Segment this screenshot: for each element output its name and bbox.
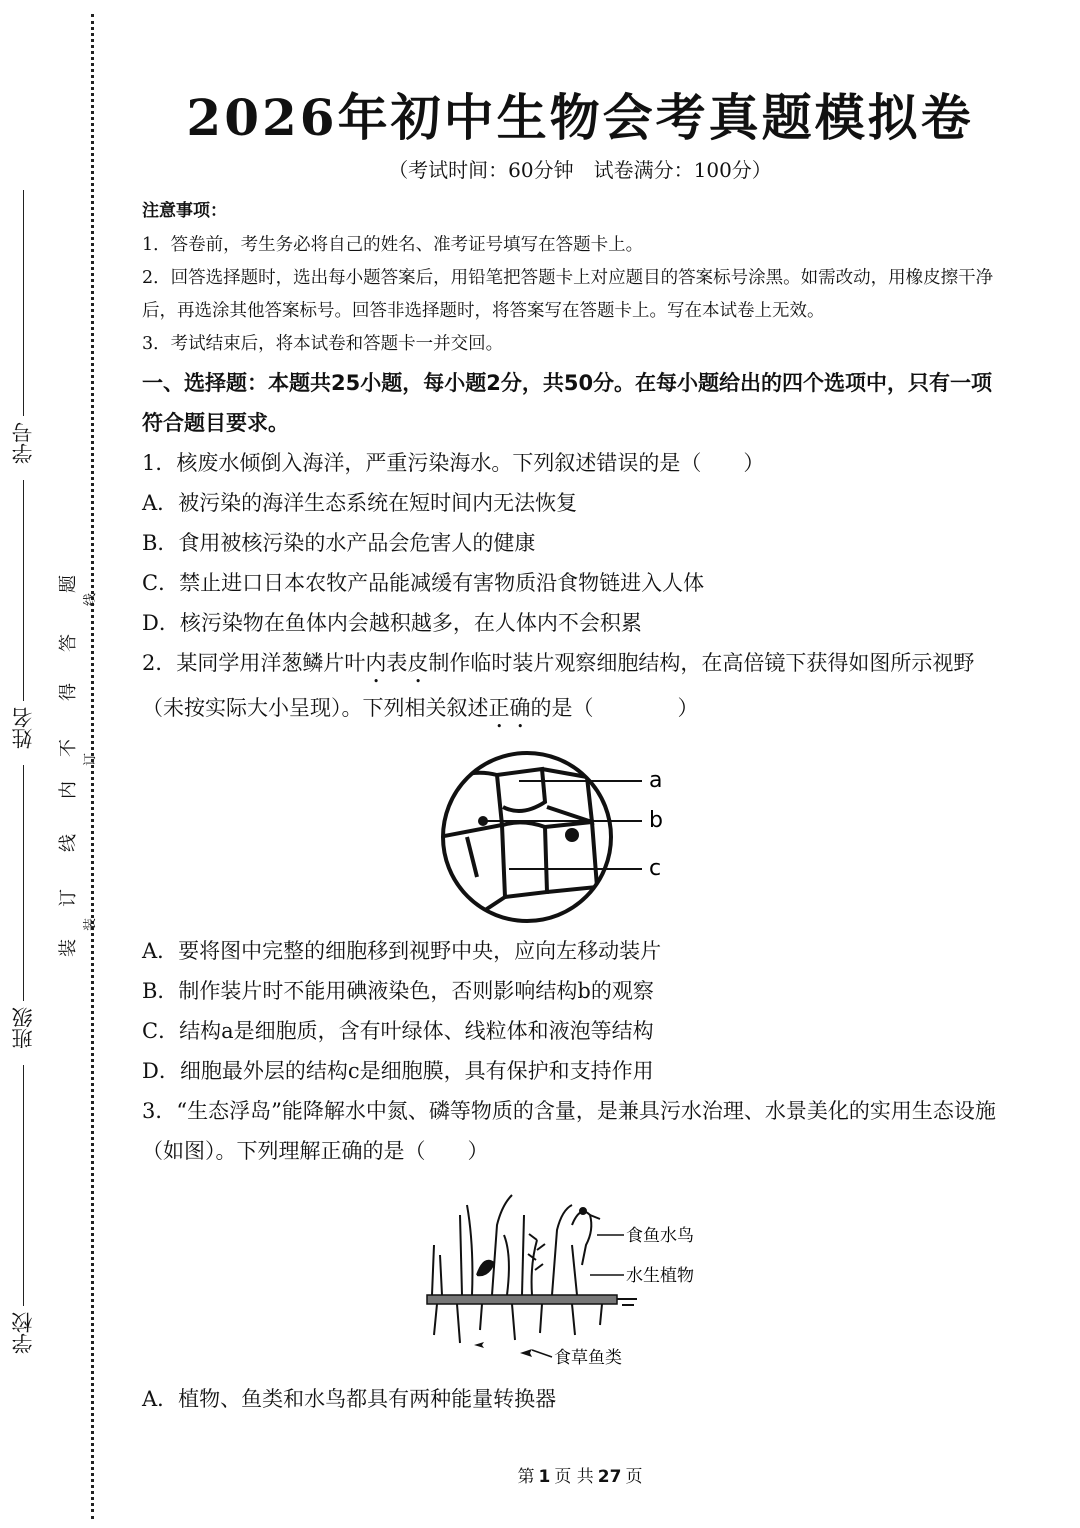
school-field[interactable]	[6, 1065, 40, 1360]
student-id-field[interactable]	[6, 190, 40, 470]
school-blank[interactable]	[23, 1065, 24, 1306]
question-3-stem: 3．“生态浮岛”能降解水中氮、磷等物质的含量，是兼具污水治理、水景美化的实用生态设施（如图）。下列理解正确的是（ ）	[142, 1099, 996, 1163]
figure-label-a: a	[649, 768, 663, 793]
figure-label-fish: 食草鱼类	[554, 1348, 622, 1365]
note-item: 2．回答选择题时，选出每小题答案后，用铅笔把答题卡上对应题目的答案标号涂黑。如需改动，用橡皮擦干净后，再选涂其他答案标号。回答非选择题时，将答案写在答题卡上。写在本试卷上无效。	[142, 268, 994, 321]
name-blank[interactable]	[23, 480, 24, 701]
binding-warning-char: 不	[58, 739, 79, 757]
question-1-option[interactable]: C．禁止进口日本农牧产品能减缓有害物质沿食物链进入人体	[142, 571, 705, 595]
exam-content	[142, 196, 1012, 1419]
page-total: 27	[597, 1467, 622, 1487]
section-heading: 一、选择题：本题共25小题，每小题2分，共50分。在每小题给出的四个选项中，只有一项符合题目要求。	[142, 371, 993, 435]
note-item: 1．答卷前，考生务必将自己的姓名、准考证号填写在答题卡上。	[142, 235, 644, 255]
figure-label-plant: 水生植物	[626, 1266, 694, 1286]
binding-warning-char: 内	[58, 781, 79, 799]
note-item: 3．考试结束后，将本试卷和答题卡一并交回。	[142, 334, 504, 354]
question-2-stem: 2．某同学用洋葱鳞片叶内表皮制作临时装片观察细胞结构，在高倍镜下获得如图所示视野（未按实际大小呈现）。下列相关叙述正确的是（ ）	[142, 651, 975, 720]
binding-warning-char: 题	[58, 575, 79, 593]
question-2-option[interactable]: B．制作装片时不能用碘液染色，否则影响结构b的观察	[142, 979, 654, 1003]
binding-warning-char: 订	[58, 889, 79, 907]
figure-label-b: b	[649, 808, 663, 833]
figure-label-bird: 食鱼水鸟	[626, 1226, 694, 1246]
question-1-option[interactable]: B．食用被核污染的水产品会危害人的健康	[142, 531, 536, 555]
question-1-option[interactable]: D．核污染物在鱼体内会越积越多，在人体内不会积累	[142, 611, 642, 635]
binding-small-char: 线	[83, 592, 99, 607]
binding-warning-char: 答	[58, 634, 79, 652]
question-3-option[interactable]: A．植物、鱼类和水鸟都具有两种能量转换器	[142, 1387, 557, 1411]
binding-small-char: 订	[83, 752, 99, 767]
binding-warning-char: 装	[58, 939, 79, 957]
eco-float-island-figure	[412, 1185, 742, 1365]
page-title: 2026年初中生物会考真题模拟卷	[186, 88, 974, 147]
student-id-blank[interactable]	[23, 190, 24, 416]
class-blank[interactable]	[23, 765, 24, 1001]
binding-small-char: 装	[83, 917, 99, 932]
question-2-option[interactable]: C．结构a是细胞质，含有叶绿体、线粒体和液泡等结构	[142, 1019, 654, 1043]
figure-label-c: c	[649, 856, 662, 881]
page-footer: 第 1 页 共 27 页	[517, 1467, 643, 1487]
question-2-option[interactable]: D．细胞最外层的结构c是细胞膜，具有保护和支持作用	[142, 1059, 654, 1083]
class-label: 班级	[11, 1007, 35, 1049]
question-2-option[interactable]: A．要将图中完整的细胞移到视野中央，应向左移动装片	[142, 939, 662, 963]
name-field[interactable]	[6, 480, 40, 755]
student-id-label: 学号	[11, 422, 35, 464]
question-1-option[interactable]: A．被污染的海洋生态系统在短时间内无法恢复	[142, 491, 578, 515]
binding-warning-char: 线	[58, 834, 79, 852]
question-1-stem: 1．核废水倾倒入海洋，严重污染海水。下列叙述错误的是（ ）	[142, 451, 765, 475]
binding-warning-char: 得	[58, 683, 79, 701]
onion-cell-figure	[427, 747, 727, 927]
name-label: 姓名	[11, 707, 35, 749]
exam-info: （考试时间：60分钟 试卷满分：100分）	[388, 158, 772, 182]
class-field[interactable]	[6, 765, 40, 1055]
nucleus-dot	[565, 828, 579, 842]
school-label: 学校	[11, 1312, 35, 1354]
notes-title: 注意事项：	[142, 201, 227, 221]
binding-dotted-line	[91, 14, 94, 1519]
page-number: 1	[538, 1467, 551, 1487]
